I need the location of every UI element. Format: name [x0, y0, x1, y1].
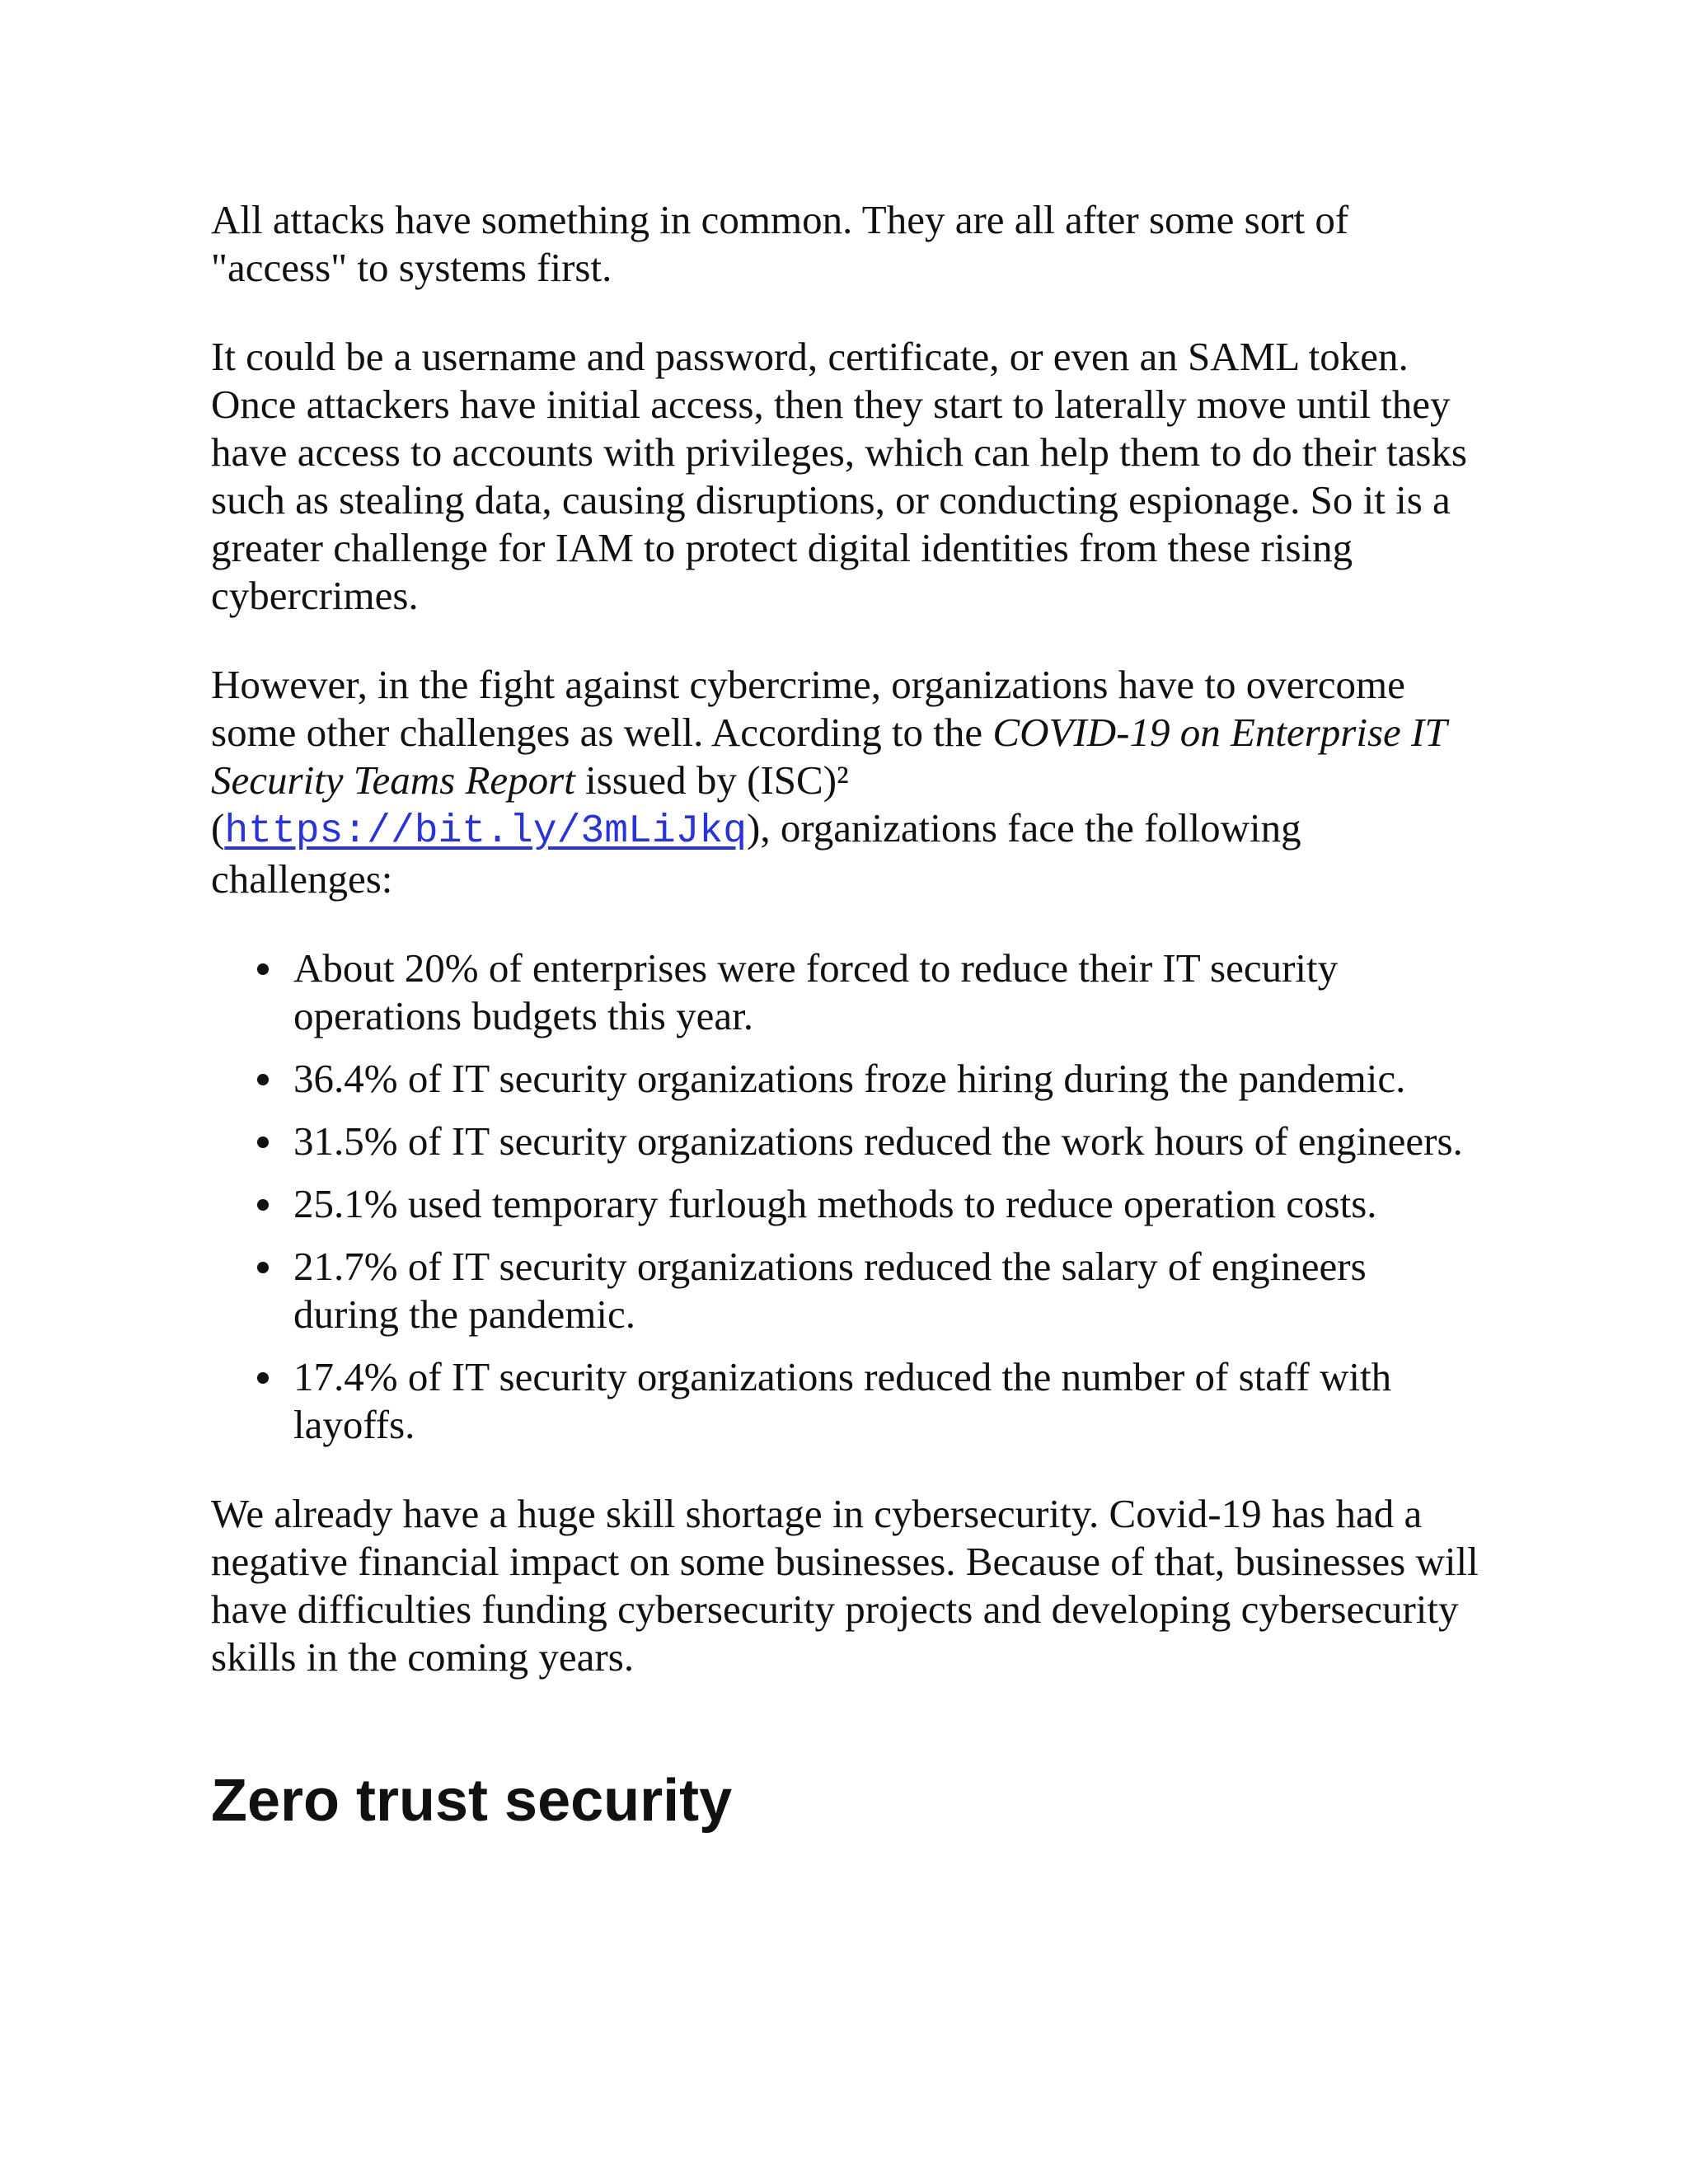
- closing-text: ), organizations face the following challenges:: [211, 805, 1301, 902]
- list-item: 25.1% used temporary furlough methods to reduce operation costs.: [293, 1180, 1480, 1228]
- section-heading: Zero trust security: [211, 1768, 733, 1834]
- list-item: 21.7% of IT security organizations reduced the salary of engineers during the pandemic.: [293, 1243, 1480, 1338]
- list-item: About 20% of enterprises were forced to reduce their IT security operations budgets this year.: [293, 944, 1480, 1040]
- paren-open: (: [211, 805, 225, 851]
- challenges-list: [211, 944, 1480, 1449]
- paragraph-access: All attacks have something in common. They are all after some sort of "access" to systems first.: [211, 197, 1349, 290]
- report-title: COVID-19 on Enterprise IT Security Teams Report: [211, 710, 1447, 803]
- report-link[interactable]: https://bit.ly/3mLiJkq: [224, 809, 748, 854]
- paragraph-challenges-intro: [211, 661, 1480, 903]
- paragraph-skill-shortage: We already have a huge skill shortage in cybersecurity. Covid-19 has had a negative financial impact on some businesses. Because of that, businesses will have difficulties funding cybersecurity projects and developing cybersecurity skills in the coming years.: [211, 1491, 1479, 1680]
- paragraph-lateral-movement: It could be a username and password, certificate, or even an SAML token. Once attackers have initial access, then they start to laterally move until they have access to accounts with privileges, which can help them to do their tasks such as stealing data, causing disruptions, or conducting espionage. So it is a greater challenge for IAM to protect digital identities from these rising cybercrimes.: [211, 334, 1468, 618]
- issuer-text: issued by (ISC)²: [574, 757, 849, 803]
- list-item: 17.4% of IT security organizations reduced the number of staff with layoffs.: [293, 1353, 1480, 1449]
- list-item: 36.4% of IT security organizations froze hiring during the pandemic.: [293, 1055, 1480, 1103]
- intro-text: However, in the fight against cybercrime, organizations have to overcome some other challenges as well. According to the: [211, 662, 1405, 755]
- list-item: 31.5% of IT security organizations reduced the work hours of engineers.: [293, 1118, 1480, 1165]
- document-page: [211, 196, 1480, 1836]
